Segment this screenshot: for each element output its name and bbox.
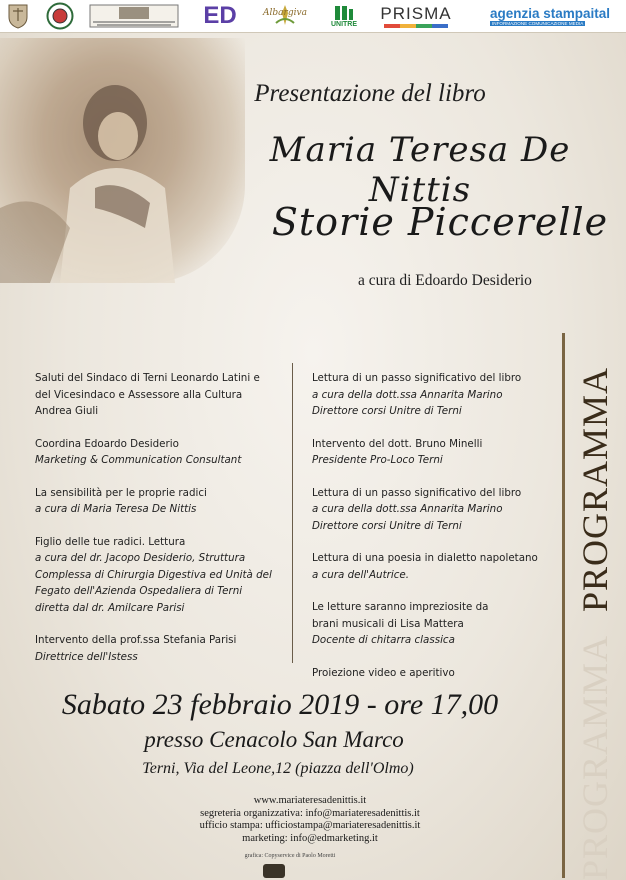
website-link[interactable]: www.mariateresadenittis.it (253, 795, 367, 806)
program-vertical-title-ghost: PROGRAMMA (575, 634, 615, 880)
program-item (312, 485, 562, 535)
program-item-detail: a cura del dr. Jacopo Desiderio, Struttura (35, 552, 246, 564)
program-item-line: Intervento della prof.ssa Stefania Parisi (35, 634, 237, 646)
secretary-contact: segreteria organizzativa: info@mariateresadenittis.it (200, 807, 420, 819)
program-item-detail: a cura di Maria Teresa De Nittis (35, 503, 197, 515)
program-item-detail: a cura della dott.ssa Annarita Marino (312, 388, 503, 401)
program-right-column (312, 370, 562, 697)
program-item-line: Lettura di un passo significativo del libro (312, 372, 522, 384)
program-item-detail: Fegato dell'Azienda Ospedaliera di Terni (35, 585, 243, 597)
program-item (312, 370, 562, 420)
program-item (35, 370, 285, 420)
program-item-detail: Complessa di Chirurgia Digestiva ed Unità del (35, 568, 272, 581)
agenzia-logo-text: agenzia stampaital (490, 6, 611, 21)
program-item (312, 436, 562, 469)
program-item-detail: Marketing & Communication Consultant (35, 454, 242, 466)
printer-emblem (263, 864, 285, 878)
program-item (35, 632, 285, 665)
unitre-logo (326, 3, 362, 29)
contacts-block (160, 795, 460, 845)
press-contact: ufficio stampa: ufficiostampa@mariateresadenittis.it (199, 820, 421, 831)
agenzia-logo-sub: INFORMAZIONE COMUNICAZIONE MEDIA (492, 21, 584, 26)
logo-strip (0, 0, 626, 33)
program-item-detail: a cura della dott.ssa Annarita Marino (312, 503, 503, 515)
agenzia-stampa-logo (490, 3, 624, 29)
program-item-detail: Docente di chitarra classica (312, 634, 455, 646)
presentation-heading: Presentazione del libro (254, 80, 486, 107)
marketing-contact: marketing: info@edmarketing.it (242, 832, 378, 844)
program-item-line: Le letture saranno impreziosite da (312, 601, 489, 613)
program-item-line: Lettura di una poesia in dialetto napoletano (312, 552, 538, 564)
event-address: Terni, Via del Leone,12 (piazza dell'Olmo) (142, 760, 414, 777)
unitre-logo-text: UNITRE (330, 20, 358, 28)
program-item (312, 599, 562, 649)
program-vertical-title: PROGRAMMA (575, 366, 615, 612)
prisma-logo-text: PRISMA (380, 3, 452, 23)
program-item-detail: Direttore corsi Unitre di Terni (312, 519, 462, 532)
column-divider (292, 363, 293, 663)
program-item (312, 665, 562, 682)
program-item (35, 534, 285, 617)
event-date: Sabato 23 febbraio 2019 - ore 17,00 (61, 688, 499, 721)
program-item (35, 436, 285, 469)
program-item-line: La sensibilità per le proprie radici (35, 486, 207, 499)
program-item-line: Coordina Edoardo Desiderio (35, 437, 179, 450)
program-item-detail: a cura dell'Autrice. (312, 568, 409, 581)
author-childhood-photo (0, 38, 245, 283)
program-rule (562, 333, 565, 878)
program-left-column (35, 370, 285, 681)
program-item-detail: Presidente Pro-Loco Terni (312, 454, 443, 466)
program-item-detail: diretta dal dr. Amilcare Parisi (35, 601, 185, 614)
program-item-line: Andrea Giuli (35, 405, 99, 417)
program-item-line: brani musicali di Lisa Mattera (312, 617, 464, 630)
albargiva-logo-text: Albargiva (263, 8, 307, 18)
seal-logo (45, 3, 75, 29)
program-item-line: Saluti del Sindaco di Terni Leonardo Latini e (35, 372, 260, 384)
program-item-detail: Direttrice dell'Istess (35, 650, 138, 663)
ed-logo-text: ED (203, 2, 237, 29)
albargiva-logo (255, 3, 315, 29)
prisma-logo (380, 3, 452, 29)
program-item-detail: Direttore corsi Unitre di Terni (312, 405, 462, 417)
program-item-line: Proiezione video e aperitivo (312, 666, 455, 679)
program-item-line: Intervento del dott. Bruno Minelli (312, 437, 483, 450)
program-item (312, 550, 562, 583)
design-credit: grafica: Copyservice di Paolo Moretti (244, 853, 336, 859)
ed-logo (198, 3, 242, 29)
program-item-line: Figlio delle tue radici. Lettura (35, 535, 186, 548)
author-name: Maria Teresa De Nittis (269, 130, 571, 210)
curator-line: a cura di Edoardo Desiderio (358, 272, 532, 289)
event-venue: presso Cenacolo San Marco (144, 727, 404, 752)
book-title: Storie Piccerelle (271, 200, 609, 244)
program-item (35, 485, 285, 518)
program-item-line: Lettura di un passo significativo del libro (312, 486, 522, 499)
program-item-line: del Vicesindaco e Assessore alla Cultura (35, 388, 243, 401)
institution-logo (88, 3, 180, 29)
crest-logo (4, 3, 32, 29)
